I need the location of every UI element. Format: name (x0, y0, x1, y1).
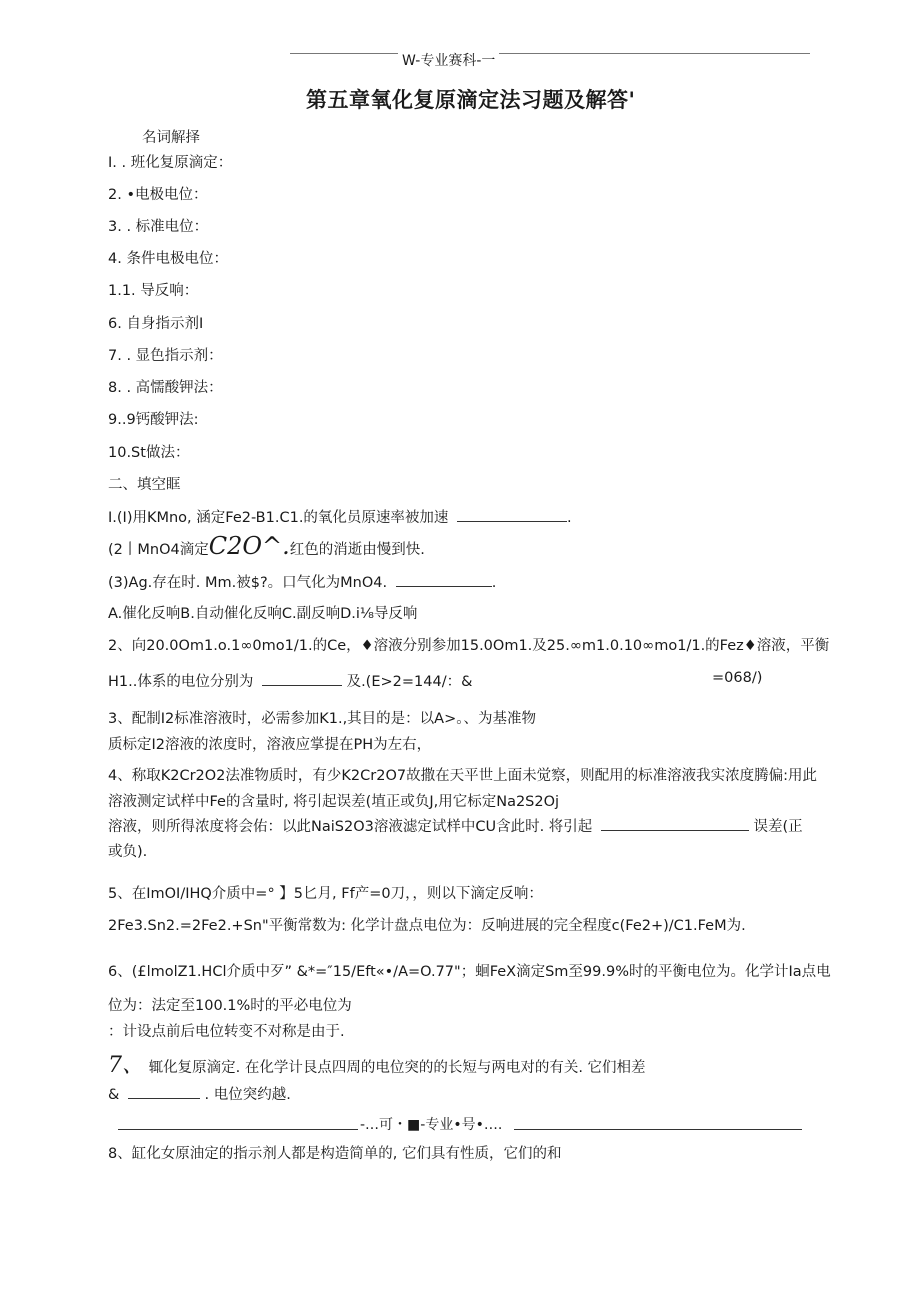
q7-line1-text: 辄化复原滴定. 在化学计艮点四周的电位突的的长短与两电对的有关. 它们相差 (148, 1060, 646, 1076)
answer-blank[interactable] (457, 507, 567, 522)
q1-part1-text: I.(I)用KMno, 涵定Fe2-B1.C1.的氧化员原速率被加速 (108, 510, 449, 526)
q7-line2 (108, 1083, 291, 1104)
q2-line2-tail: 及.(E>2=144/：& (346, 674, 473, 690)
term-9: 9..9钙酸钾法: (108, 412, 199, 428)
q4-line2: 溶液测定试样中Fe的含量时, 将引起误差(埴正或负J,用它标定Na2S2Oj (108, 794, 560, 810)
q7-amp: & (108, 1087, 120, 1103)
term-4: 4. 条件电极电位： (108, 251, 228, 267)
answer-blank[interactable] (396, 572, 492, 587)
q4-line3-text: 溶液，则所得浓度将会佑：以此NaiS2O3溶液滤定试样中CU含此时. 将引起 (108, 819, 593, 835)
term-7: 7. . 显色指示剂： (108, 348, 223, 364)
footer-text: -…可・■-专业•号•…. (360, 1117, 503, 1133)
q4-line4: 或负). (108, 844, 148, 860)
q2-line2-end: =068/) (712, 670, 763, 686)
q6-line3: ：计设点前后电位转变不对称是由于. (108, 1024, 345, 1040)
q4-line3-tail: 误差(正 (753, 819, 803, 835)
header-rule (290, 53, 810, 54)
q1-part2-tail: 红色的消逝由慢到快. (289, 542, 425, 558)
page-title: 第五章氧化复原滴定法习题及解答' (306, 88, 636, 112)
footer-rule-right (514, 1129, 802, 1130)
q1-part3: (3)Ag.存在时. Mm.被$?。口气化为MnO4. . (108, 571, 496, 592)
term-1: I. . 班化复原滴定： (108, 155, 233, 171)
q5-line2: 2Fe3.Sn2.=2Fe2.+Sn"平衡常数为: 化学计盘点电位为：反响进展的完全程度c(Fe2+)/C1.FeM为. (108, 918, 746, 934)
q8-line1: 8、缸化女原油定的指示剂人都是构造简单的, 它们具有性质，它们的和 (108, 1146, 562, 1162)
q4-line1: 4、称取K2Cr2O2法准物质时，有少K2Cr2O7故撒在天平世上面未觉察，则配用的标准溶液我实浓度腾偏:用此 (108, 768, 817, 784)
q1-part2-text: (2丨MnO4滴定 (108, 542, 209, 558)
term-6: 6. 自身指示剂I (108, 316, 204, 332)
q2-line2 (108, 670, 472, 691)
q2-line1: 2、向20.0Om1.o.1∞0mo1∕1.的Ce，♦溶液分别参加15.0Om1.及25.∞m1.0.10∞mo1∕1.的Fez♦溶液，平衡 (108, 638, 830, 654)
q6-line1: 6、(£lmolZ1.HCl介质中歹” &*=″15/Eft«•/A=O.77"；蛔FeX滴定Sm至99.9%时的平衡电位为。化学计Ia点电 (108, 964, 831, 980)
answer-blank[interactable] (128, 1084, 200, 1099)
section-heading-terms: 名词解择 (142, 130, 200, 146)
q6-line2: 位为：法定至100.1%时的平必电位为 (108, 998, 352, 1014)
term-3: 3. . 标准电位： (108, 219, 209, 235)
footer-rule-left (118, 1129, 358, 1130)
term-10: 10.St做法： (108, 445, 190, 461)
answer-blank[interactable] (601, 816, 749, 831)
q1-options: A.催化反响B.自动催化反响C.副反响D.i⅛导反响 (108, 606, 418, 622)
term-2: 2. •电极电位： (108, 187, 208, 203)
q3-line1: 3、配制I2标准溶液时，必需参加K1.,其目的是：以A>。、为基准物 (108, 711, 536, 727)
answer-blank[interactable] (262, 671, 342, 686)
q4-line3 (108, 815, 803, 836)
term-5: 1.1. 导反响： (108, 283, 199, 299)
q5-line1: 5、在ImOI/IHQ介质中=° 】5匕月, Ff产=0刀，，则以下滴定反响： (108, 886, 543, 902)
header-text: W-专业赛科-一 (398, 50, 499, 70)
q1-part3-text: (3)Ag.存在时. Mm.被$?。口气化为MnO4. (108, 575, 388, 591)
q7-line1 (108, 1048, 646, 1079)
q7-number: 7、 (108, 1053, 144, 1078)
q1-part1: I.(I)用KMno, 涵定Fe2-B1.C1.的氧化员原速率被加速 . (108, 506, 572, 527)
term-8: 8. . 高懦酸钾法： (108, 380, 223, 396)
q7-line2-tail: . 电位突约越. (204, 1087, 291, 1103)
q2-line2-text: H1..体系的电位分别为 (108, 674, 254, 690)
q1-part2 (108, 532, 425, 560)
q3-line2: 质标定I2溶液的浓度时，溶液应掌提在PH为左右， (108, 737, 432, 753)
formula-c2o: C2O^. (208, 532, 290, 560)
section-heading-fill: 二、填空眶 (108, 477, 181, 493)
